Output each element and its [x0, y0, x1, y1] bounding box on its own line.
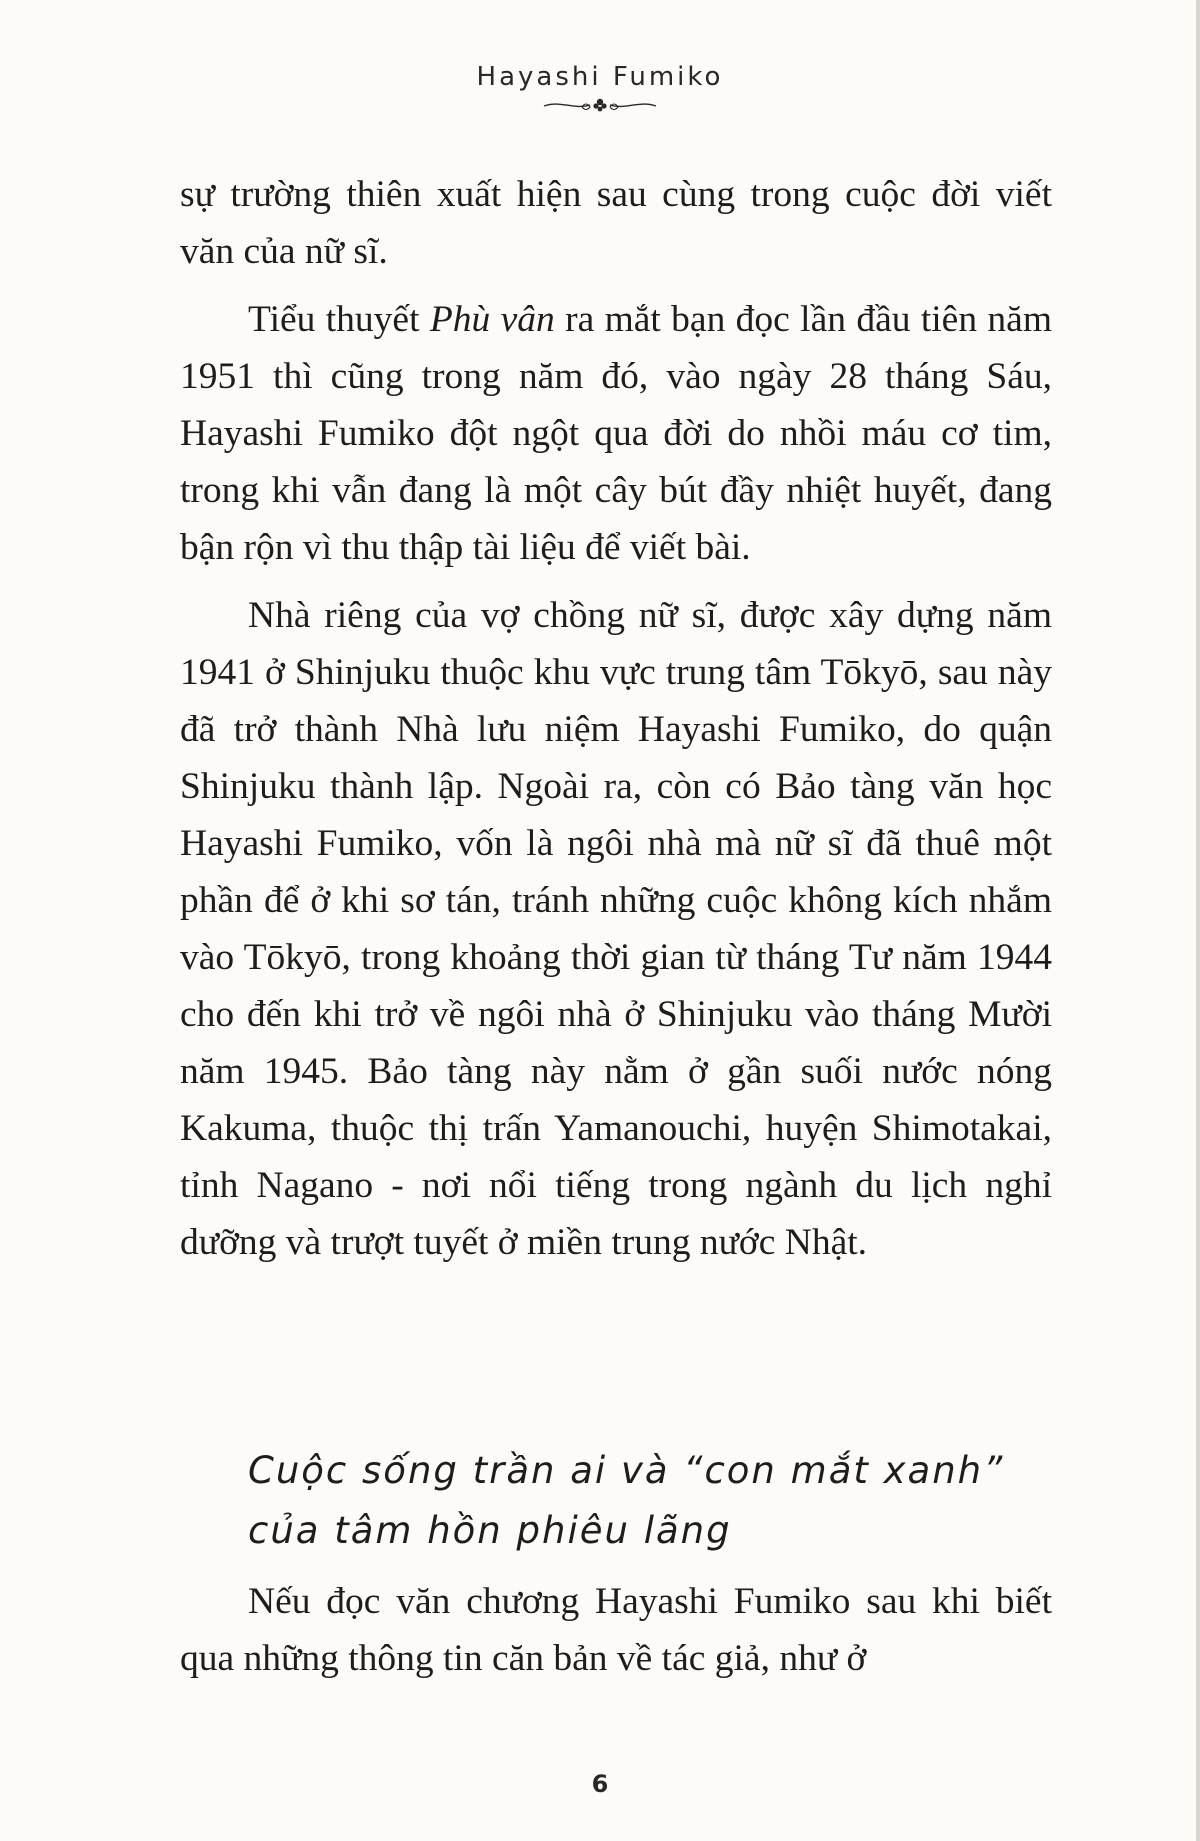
novel-title: Phù vân: [429, 299, 555, 340]
section-heading-line-1: Cuộc sống trần ai và “con mắt xanh”: [248, 1449, 1005, 1492]
section-heading-line-2: của tâm hồn phiêu lãng: [248, 1509, 732, 1552]
paragraph-3: Nhà riêng của vợ chồng nữ sĩ, được xây dựng năm 1941 ở Shinjuku thuộc khu vực trung tâm Tōkyō, sau này đã trở thành Nhà lưu niệm Hayashi Fumiko, do quận Shinjuku thành lập. Ngoài ra, còn có Bảo tàng văn học Hayashi Fumiko, vốn là ngôi nhà mà nữ sĩ đã thuê một phần để ở khi sơ tán, tránh những cuộc không kích nhắm vào Tōkyō, trong khoảng thời gian từ tháng Tư năm 1944 cho đến khi trở về ngôi nhà ở Shinjuku vào tháng Mười năm 1945. Bảo tàng này nằm ở gần suối nước nóng Kakuma, thuộc thị trấn Yamanouchi, huyện Shimotakai, tỉnh Nagano - nơi nổi tiếng trong ngành du lịch nghỉ dưỡng và trượt tuyết ở miền trung nước Nhật.: [180, 595, 1052, 1263]
page-edge: [1196, 0, 1200, 1841]
running-header: [0, 62, 1200, 114]
body-text-continued: [180, 1573, 1052, 1698]
flourish-ornament-icon: [540, 96, 660, 114]
paragraph-2-rest: ra mắt bạn đọc lần đầu tiên năm 1951 thì cũng trong năm đó, vào ngày 28 tháng Sáu, Hayashi Fumiko đột ngột qua đời do nhồi máu cơ tim, trong khi vẫn đang là một cây bút đầy nhiệt huyết, đang bận rộn vì thu thập tài liệu để viết bài.: [180, 299, 1052, 568]
body-text: [180, 166, 1052, 1282]
paragraph-2-lead: Tiểu thuyết: [248, 299, 430, 340]
running-title: Hayashi Fumiko: [476, 62, 724, 92]
paragraph-2: [180, 291, 1052, 576]
page-number: 6: [591, 1770, 609, 1798]
section-heading: [248, 1441, 1078, 1561]
paragraph-4: Nếu đọc văn chương Hayashi Fumiko sau khi biết qua những thông tin căn bản về tác giả, như ở: [180, 1581, 1052, 1679]
paragraph-1: sự trường thiên xuất hiện sau cùng trong cuộc đời viết văn của nữ sĩ.: [180, 174, 1052, 272]
